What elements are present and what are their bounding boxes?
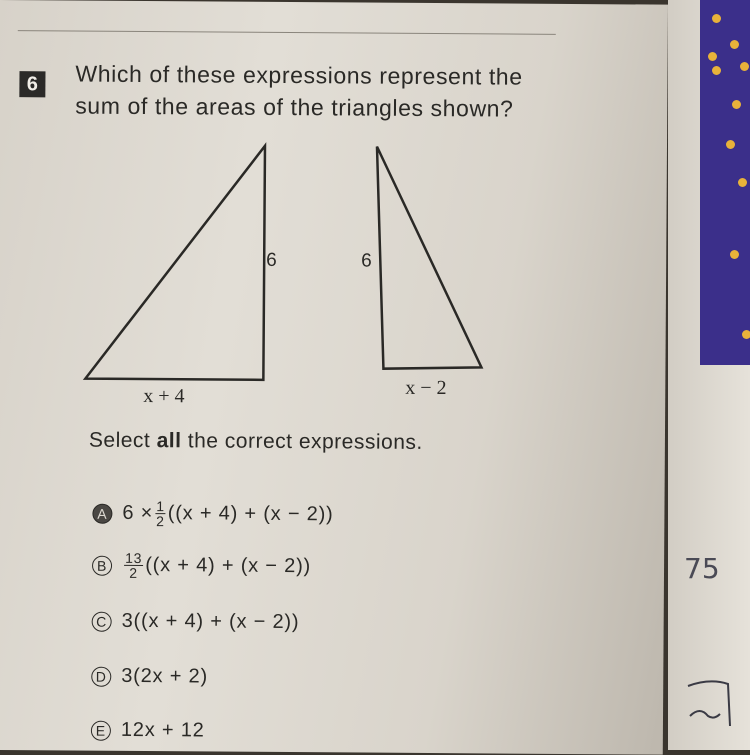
polka-dot [738, 178, 747, 187]
polka-dot [726, 140, 735, 149]
instruction [89, 429, 423, 455]
option-c[interactable] [92, 610, 300, 634]
handwritten-score: 75 [684, 552, 720, 585]
question-number: 6 [19, 71, 45, 97]
triangle-1 [85, 145, 265, 380]
triangle-2-base-label: x − 2 [405, 376, 447, 400]
option-b-bubble[interactable]: B [92, 555, 112, 575]
option-b-tail: ((x + 4) + (x − 2)) [145, 554, 312, 578]
option-a-frac-den: 2 [156, 513, 165, 530]
triangles-drawing [77, 141, 499, 414]
triangle-2 [375, 147, 483, 370]
polka-dot [742, 330, 750, 339]
option-e-bubble[interactable]: E [91, 720, 111, 740]
question-line-2: sum of the areas of the triangles shown? [75, 92, 514, 122]
option-a-tail: ((x + 4) + (x − 2)) [167, 502, 334, 526]
triangle-1-height-label: 6 [266, 249, 277, 271]
polka-dot [740, 62, 749, 71]
option-a-fraction [155, 499, 166, 528]
instruction-emphasis: all [156, 429, 182, 453]
option-a-bubble[interactable]: A [92, 503, 112, 523]
option-d-expression: 3(2x + 2) [121, 664, 209, 688]
option-b[interactable] [92, 551, 311, 582]
polka-dot [712, 66, 721, 75]
option-d-bubble[interactable]: D [91, 666, 111, 686]
triangle-2-height-label: 6 [361, 250, 372, 272]
option-c-bubble[interactable]: C [92, 611, 112, 631]
handwritten-scribble [680, 676, 740, 736]
question-line-1: Which of these expressions represent the [75, 60, 523, 90]
polka-dot [712, 14, 721, 23]
polka-dot [730, 40, 739, 49]
option-a-lead: 6 × [122, 501, 154, 525]
instruction-text-post: the correct expressions. [181, 429, 423, 454]
option-a[interactable] [92, 499, 333, 530]
option-a-frac-num: 1 [156, 498, 165, 515]
option-c-expression: 3((x + 4) + (x − 2)) [121, 609, 300, 634]
option-d[interactable] [91, 665, 208, 689]
polka-dot [730, 250, 739, 259]
option-b-frac-num: 13 [125, 549, 143, 567]
polka-dot [708, 52, 717, 61]
polka-dot [732, 100, 741, 109]
triangle-1-base-label: x + 4 [143, 385, 185, 408]
option-e-expression: 12x + 12 [120, 718, 205, 742]
instruction-text-pre: Select [88, 428, 157, 453]
option-b-frac-den: 2 [129, 564, 138, 581]
option-b-fraction [124, 551, 143, 580]
triangles-figure [77, 141, 499, 419]
option-e[interactable] [91, 719, 205, 743]
top-rule [18, 30, 556, 35]
